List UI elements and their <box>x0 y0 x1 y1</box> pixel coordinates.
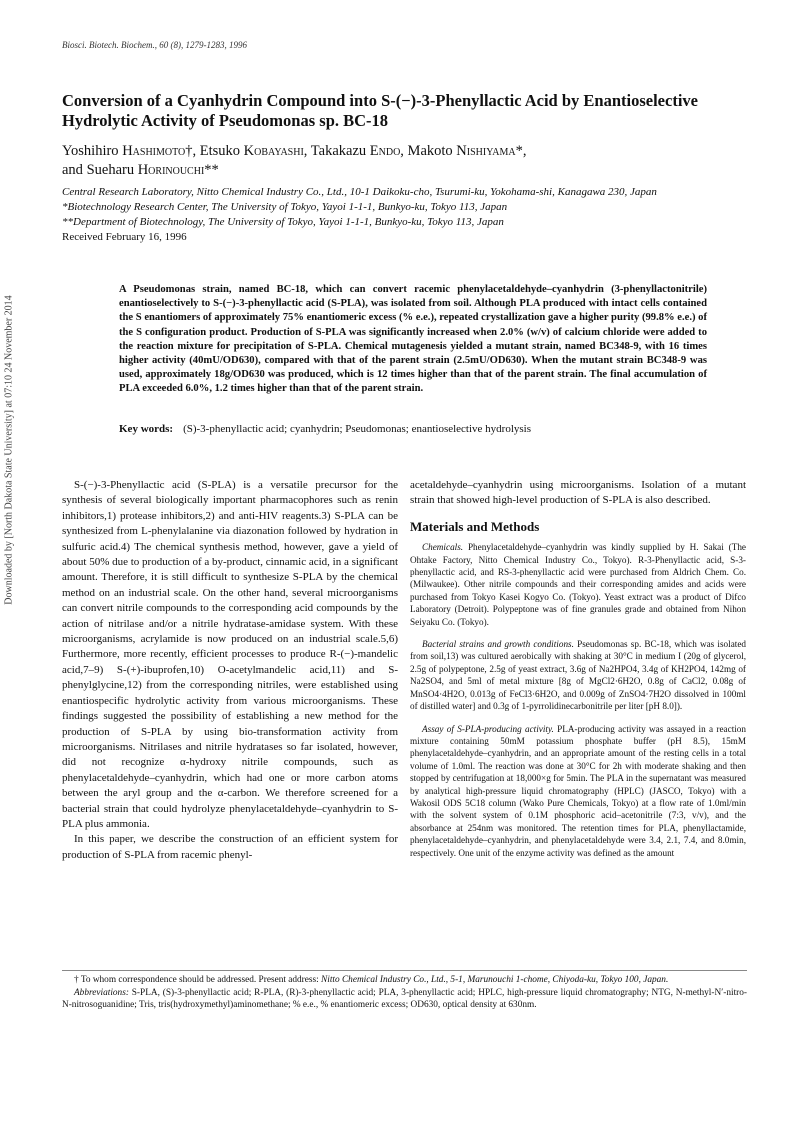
methods-assay: Assay of S-PLA-producing activity. PLA-producing activity was assayed in a reaction mixture containing 50mM potassium phosphate buffer (pH 8.5), 15mM phenylacetaldehyde–cyanhydrin, and an appropriate amount of the resting cells in a total volume of 1.0ml. The reaction was done at 30°C for 2h with moderate shaking and then stopped by centrifugation at 18,000×g for 5min. The PLA in the supernatant was measured by analytical high-pressure liquid chromatography (HPLC) (JASCO, Tokyo) with a Wakosil ODS 5C18 column (Wako Pure Chemicals, Tokyo) at a flow rate of 1.0ml/min with the solvent system of 0.1M phosphoric acid–acetonitrile (7:3, v/v), and the absorbance at 254nm was monitored. The retention times for PLA, phenyllactamide, phenylacetaldehyde–cyanhydrin, and phenylacetaldehyde were 3.4, 2.1, 7.4, and 8.0min, respectively. One unit of the enzyme activity was defined as the amount <box>410 723 746 858</box>
keywords-text: (S)-3-phenyllactic acid; cyanhydrin; Pseudomonas; enantioselective hydrolysis <box>183 423 532 435</box>
footnote-abbreviations: Abbreviations: S-PLA, (S)-3-phenyllactic acid; R-PLA, (R)-3-phenyllactic acid; PLA, 3-phenyllactic acid; HPLC, high-pressure liquid chromatography; NTG, N-methyl-N′-nitro-N-nitrosoguanidine; Tris, tris(hydroxymethyl)aminomethane; % e.e., % enantiomeric excess; OD630, optical density at 630nm. <box>62 987 747 1011</box>
author: Takakazu Endo <box>310 143 401 159</box>
affiliations <box>62 185 762 245</box>
methods-text <box>410 541 746 859</box>
affiliation-3: **Department of Biotechnology, The University of Tokyo, Yayoi 1-1-1, Bunkyo-ku, Tokyo 113, Japan <box>62 216 504 228</box>
affiliation-2: *Biotechnology Research Center, The University of Tokyo, Yayoi 1-1-1, Bunkyo-ku, Tokyo 113, Japan <box>62 201 508 213</box>
footnote-divider <box>62 970 747 971</box>
keywords <box>119 422 719 436</box>
affiliation-1: Central Research Laboratory, Nitto Chemical Industry Co., Ltd., 10-1 Daikoku-cho, Tsurumi-ku, Yokohama-shi, Kanagawa 230, Japan <box>62 186 657 198</box>
section-heading: Materials and Methods <box>410 518 540 534</box>
intro-paragraph: In this paper, we describe the construction of an efficient system for production of S-PLA from racemic phenyl- <box>62 833 398 861</box>
author: Yoshihiro Hashimoto† <box>62 143 193 159</box>
paper-title: Conversion of a Cyanhydrin Compound into S-(−)-3-Phenyllactic Acid by Enantioselective Hydrolytic Activity of Pseudomonas sp. BC-18 <box>62 91 698 130</box>
author: Makoto Nishiyama* <box>407 143 523 159</box>
keywords-label: Key words: <box>119 423 174 435</box>
intro-continuation: acetaldehyde–cyanhydrin using microorganisms. Isolation of a mutant strain that showed high-level production of S-PLA is also described. <box>410 479 746 507</box>
download-watermark <box>2 250 16 650</box>
methods-strains: Bacterial strains and growth conditions. Pseudomonas sp. BC-18, which was isolated from soil,13) was cultured aerobically with shaking at 30°C in medium I (20g of glycerol, 2.5g of polypeptone, 2.5g of yeast extract, 3.6g of Na2HPO4, 3.4g of KH2PO4, 142mg of Na2SO4, and 5ml of metal mixture [8g of MgCl2·6H2O, 0.8g of CaCl2, 0.08g of MnSO4·4H2O, 0.013g of FeCl3·6H2O, and 0.009g of ZnSO4·7H2O dissolved in 100ml of distilled water] and 0.3g of 1-pyrrolidinecarbonitrile per liter [pH 8.0]). <box>410 639 746 712</box>
right-column <box>410 478 746 869</box>
footnotes <box>62 974 747 1012</box>
author: Etsuko Kobayashi <box>199 143 304 159</box>
author-list: Yoshihiro Hashimoto†, Etsuko Kobayashi, Takakazu Endo, Makoto Nishiyama*, and Sueharu Horinouchi** <box>62 143 527 178</box>
abstract: A Pseudomonas strain, named BC-18, which can convert racemic phenylacetaldehyde–cyanhydrin (3-phenyllactonitrile) enantioselectively to S-(−)-3-phenyllactic acid (S-PLA), was isolated from soil. Although PLA produced with intact cells contained the S enantiomers of approximately 75% enantiomeric excess (% e.e.), repeated crystallization gave a higher purity (99.8% e.e.) of the S configuration product. Production of S-PLA was significantly increased when 2.0% (w/v) of calcium chloride were added to the reaction mixture for precipitation of S-PLA. Chemical mutagenesis yielded a mutant strain, named BC348-9, with 16 times higher activity (40mU/OD630), compared with that of the parent strain (2.5mU/OD630). When the mutant strain BC348-9 was used, approximately 18g/OD630 was produced, which is 12 times higher than that of the parent strain. The final accumulation of PLA exceeded 6.0%, 1.2 times higher than that of the parent strain. <box>119 284 707 395</box>
left-column <box>62 478 398 863</box>
download-watermark-text: Downloaded by [North Dakota State University] at 07:10 24 November 2014 <box>3 295 15 605</box>
footnote-correspondence: † To whom correspondence should be addressed. Present address: Nitto Chemical Industry Co., Ltd., 5-1, Marunouchi 1-chome, Chiyoda-ku, Tokyo 100, Japan. <box>74 975 669 985</box>
methods-chemicals: Chemicals. Phenylacetaldehyde–cyanhydrin was kindly supplied by H. Sakai (The Ohtake Factory, Nitto Chemical Industry Co., Tokyo). R-3-Phenyllactic acid, S-3-phenyllactic acid, and RS-3-phenyllactic acid were purchased from Aldrich Chem. Co. (Milwaukee). Other nitrile compounds and their corresponding amides and acids were purchased from Tokyo Kasei Kogyo Co. (Tokyo). Yeast extract was a product of Difco Laboratory (Detroit). Polypeptone was of fine granules grade and obtained from Nihon Seiyaku Co. (Tokyo). <box>410 542 746 627</box>
intro-paragraph: S-(−)-3-Phenyllactic acid (S-PLA) is a versatile precursor for the synthesis of several biologically important pharmacophores such as renin inhibitors,1) protease inhibitors,2) and anti-HIV reagents.3) S-PLA can be synthesized from L-phenylalanine via diazonation followed by hydration in sulfuric acid.4) The chemical synthesis method, however, gave a yield of about 50% due to production of a by-product, cinnamic acid, in a significant amount. Therefore, it is still difficult to synthesize S-PLA by the chemical method on an industrial scale. On the other hand, several microorganisms can convert nitrile compounds to the corresponding acid compounds by the action of nitrilase and/or a nitrile hydratase-amidase system. With these microorganisms, acrylamide is now produced on an industrial scale.5,6) Furthermore, more recently, efficient processes to produce R-(−)-mandelic acid,7–9) S-(+)-ibuprofen,10) O-acetylmandelic acid,11) and S-phenylglycine,12) from the corresponding nitriles, were established using enantiospecific hydrolytic activity from various microorganisms. These findings suggested the possibility of establishing a new method for the production of S-PLA by using bio-transformation activity from microorganisms. Nitrilases and nitrile hydratases so far isolated, however, did not recognize α-hydroxy nitrile compounds, such as phenylacetaldehyde–cyanhydrin, which had one or more carbon atoms between the aryl group and the α-carbon. We therefore screened for a bacterial strain that could hydrolyze phenylacetaldehyde–cyanhydrin to S-PLA plus ammonia. <box>62 479 399 830</box>
received-date: Received February 16, 1996 <box>62 231 187 243</box>
author: Sueharu Horinouchi** <box>86 162 219 178</box>
journal-citation: Biosci. Biotech. Biochem., 60 (8), 1279-1283, 1996 <box>62 40 247 50</box>
